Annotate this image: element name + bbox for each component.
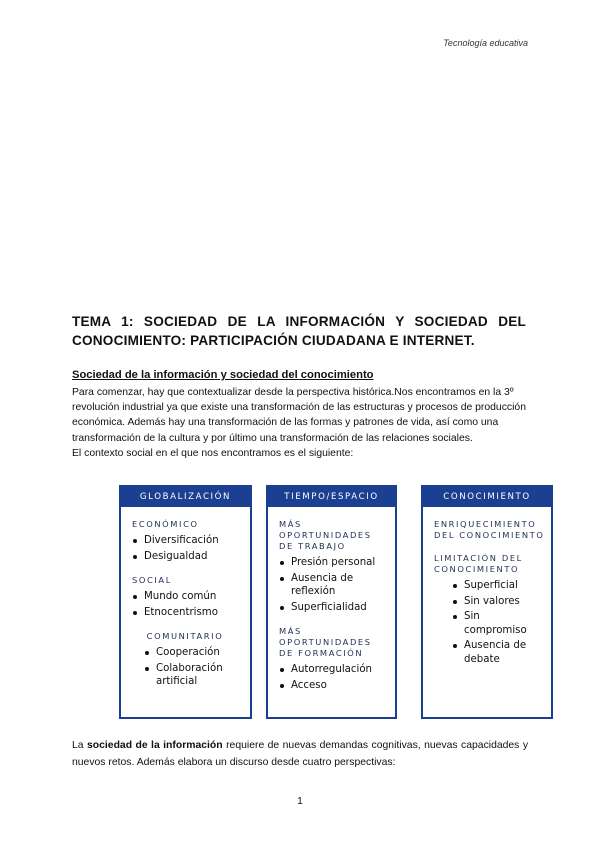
tiempo-espacio-body <box>268 507 395 692</box>
section-heading: Sociedad de la información y sociedad del conocimiento <box>72 369 374 381</box>
social-list <box>132 590 244 619</box>
running-header: Tecnología educativa <box>443 38 528 48</box>
economico-label: ECONÓMICO <box>132 519 199 529</box>
list-item: Desigualdad <box>132 550 244 564</box>
list-item: Etnocentrismo <box>132 606 244 620</box>
list-item: Ausencia de debate <box>452 639 545 666</box>
closing-lead: La <box>72 740 84 751</box>
list-item: Cooperación <box>144 646 244 660</box>
tiempo-espacio-box <box>266 485 397 719</box>
closing-rest: requiere de nuevas demandas cognitivas, nuevas capacidades y nuevos retos. Además elabora un discurso desde cuatro perspectivas: <box>72 740 529 768</box>
closing-bold-term: sociedad de la información <box>87 740 223 751</box>
limitacion-list <box>434 579 545 666</box>
closing-paragraph <box>72 738 528 771</box>
conocimiento-body <box>423 507 551 666</box>
context-line: El contexto social en el que nos encontramos es el siguiente: <box>72 447 354 459</box>
conocimiento-box <box>421 485 553 719</box>
document-title: TEMA 1: SOCIEDAD DE LA INFORMACIÓN Y SOCIEDAD DEL CONOCIMIENTO: PARTICIPACIÓN CIUDADANA E INTERNET. <box>72 314 526 348</box>
list-item: Mundo común <box>132 590 244 604</box>
economico-list <box>132 534 244 563</box>
comunitario-label: COMUNITARIO <box>146 631 224 641</box>
list-item: Sin compromiso <box>452 610 545 637</box>
limitacion-label: LIMITACIÓN DEL CONOCIMIENTO <box>434 553 523 574</box>
trabajo-label: MÁS OPORTUNIDADES DE TRABAJO <box>279 519 372 551</box>
list-item: Superficial <box>452 579 545 593</box>
enriquecimiento-label: ENRIQUECIMIENTO DEL CONOCIMIENTO <box>434 519 545 540</box>
context-diagram <box>119 485 553 721</box>
intro-text-block <box>72 385 528 461</box>
globalizacion-body <box>121 507 250 689</box>
globalizacion-header: GLOBALIZACIÓN <box>121 487 250 507</box>
list-item: Ausencia de reflexión <box>279 572 389 599</box>
list-item: Superficialidad <box>279 601 389 615</box>
page-number: 1 <box>297 796 303 807</box>
list-item: Colaboración artificial <box>144 662 244 689</box>
list-item: Diversificación <box>132 534 244 548</box>
globalizacion-box <box>119 485 252 719</box>
social-label: SOCIAL <box>132 575 172 585</box>
comunitario-list <box>132 646 244 689</box>
formacion-label: MÁS OPORTUNIDADES DE FORMACIÓN <box>279 626 372 658</box>
list-item: Sin valores <box>452 595 545 609</box>
formacion-list <box>279 663 389 692</box>
conocimiento-header: CONOCIMIENTO <box>423 487 551 507</box>
list-item: Acceso <box>279 679 389 693</box>
trabajo-list <box>279 556 389 614</box>
list-item: Presión personal <box>279 556 389 570</box>
list-item: Autorregulación <box>279 663 389 677</box>
intro-paragraph: Para comenzar, hay que contextualizar desde la perspectiva histórica.Nos encontramos en la 3º revolución industrial ya que existe una transformación de las estructuras y procesos de producción económica. Además hay una transformación de las formas y patrones de vida, así como una transformación de la cultura y por último una transformación de las relaciones sociales. <box>72 387 526 444</box>
tiempo-espacio-header: TIEMPO/ESPACIO <box>268 487 395 507</box>
